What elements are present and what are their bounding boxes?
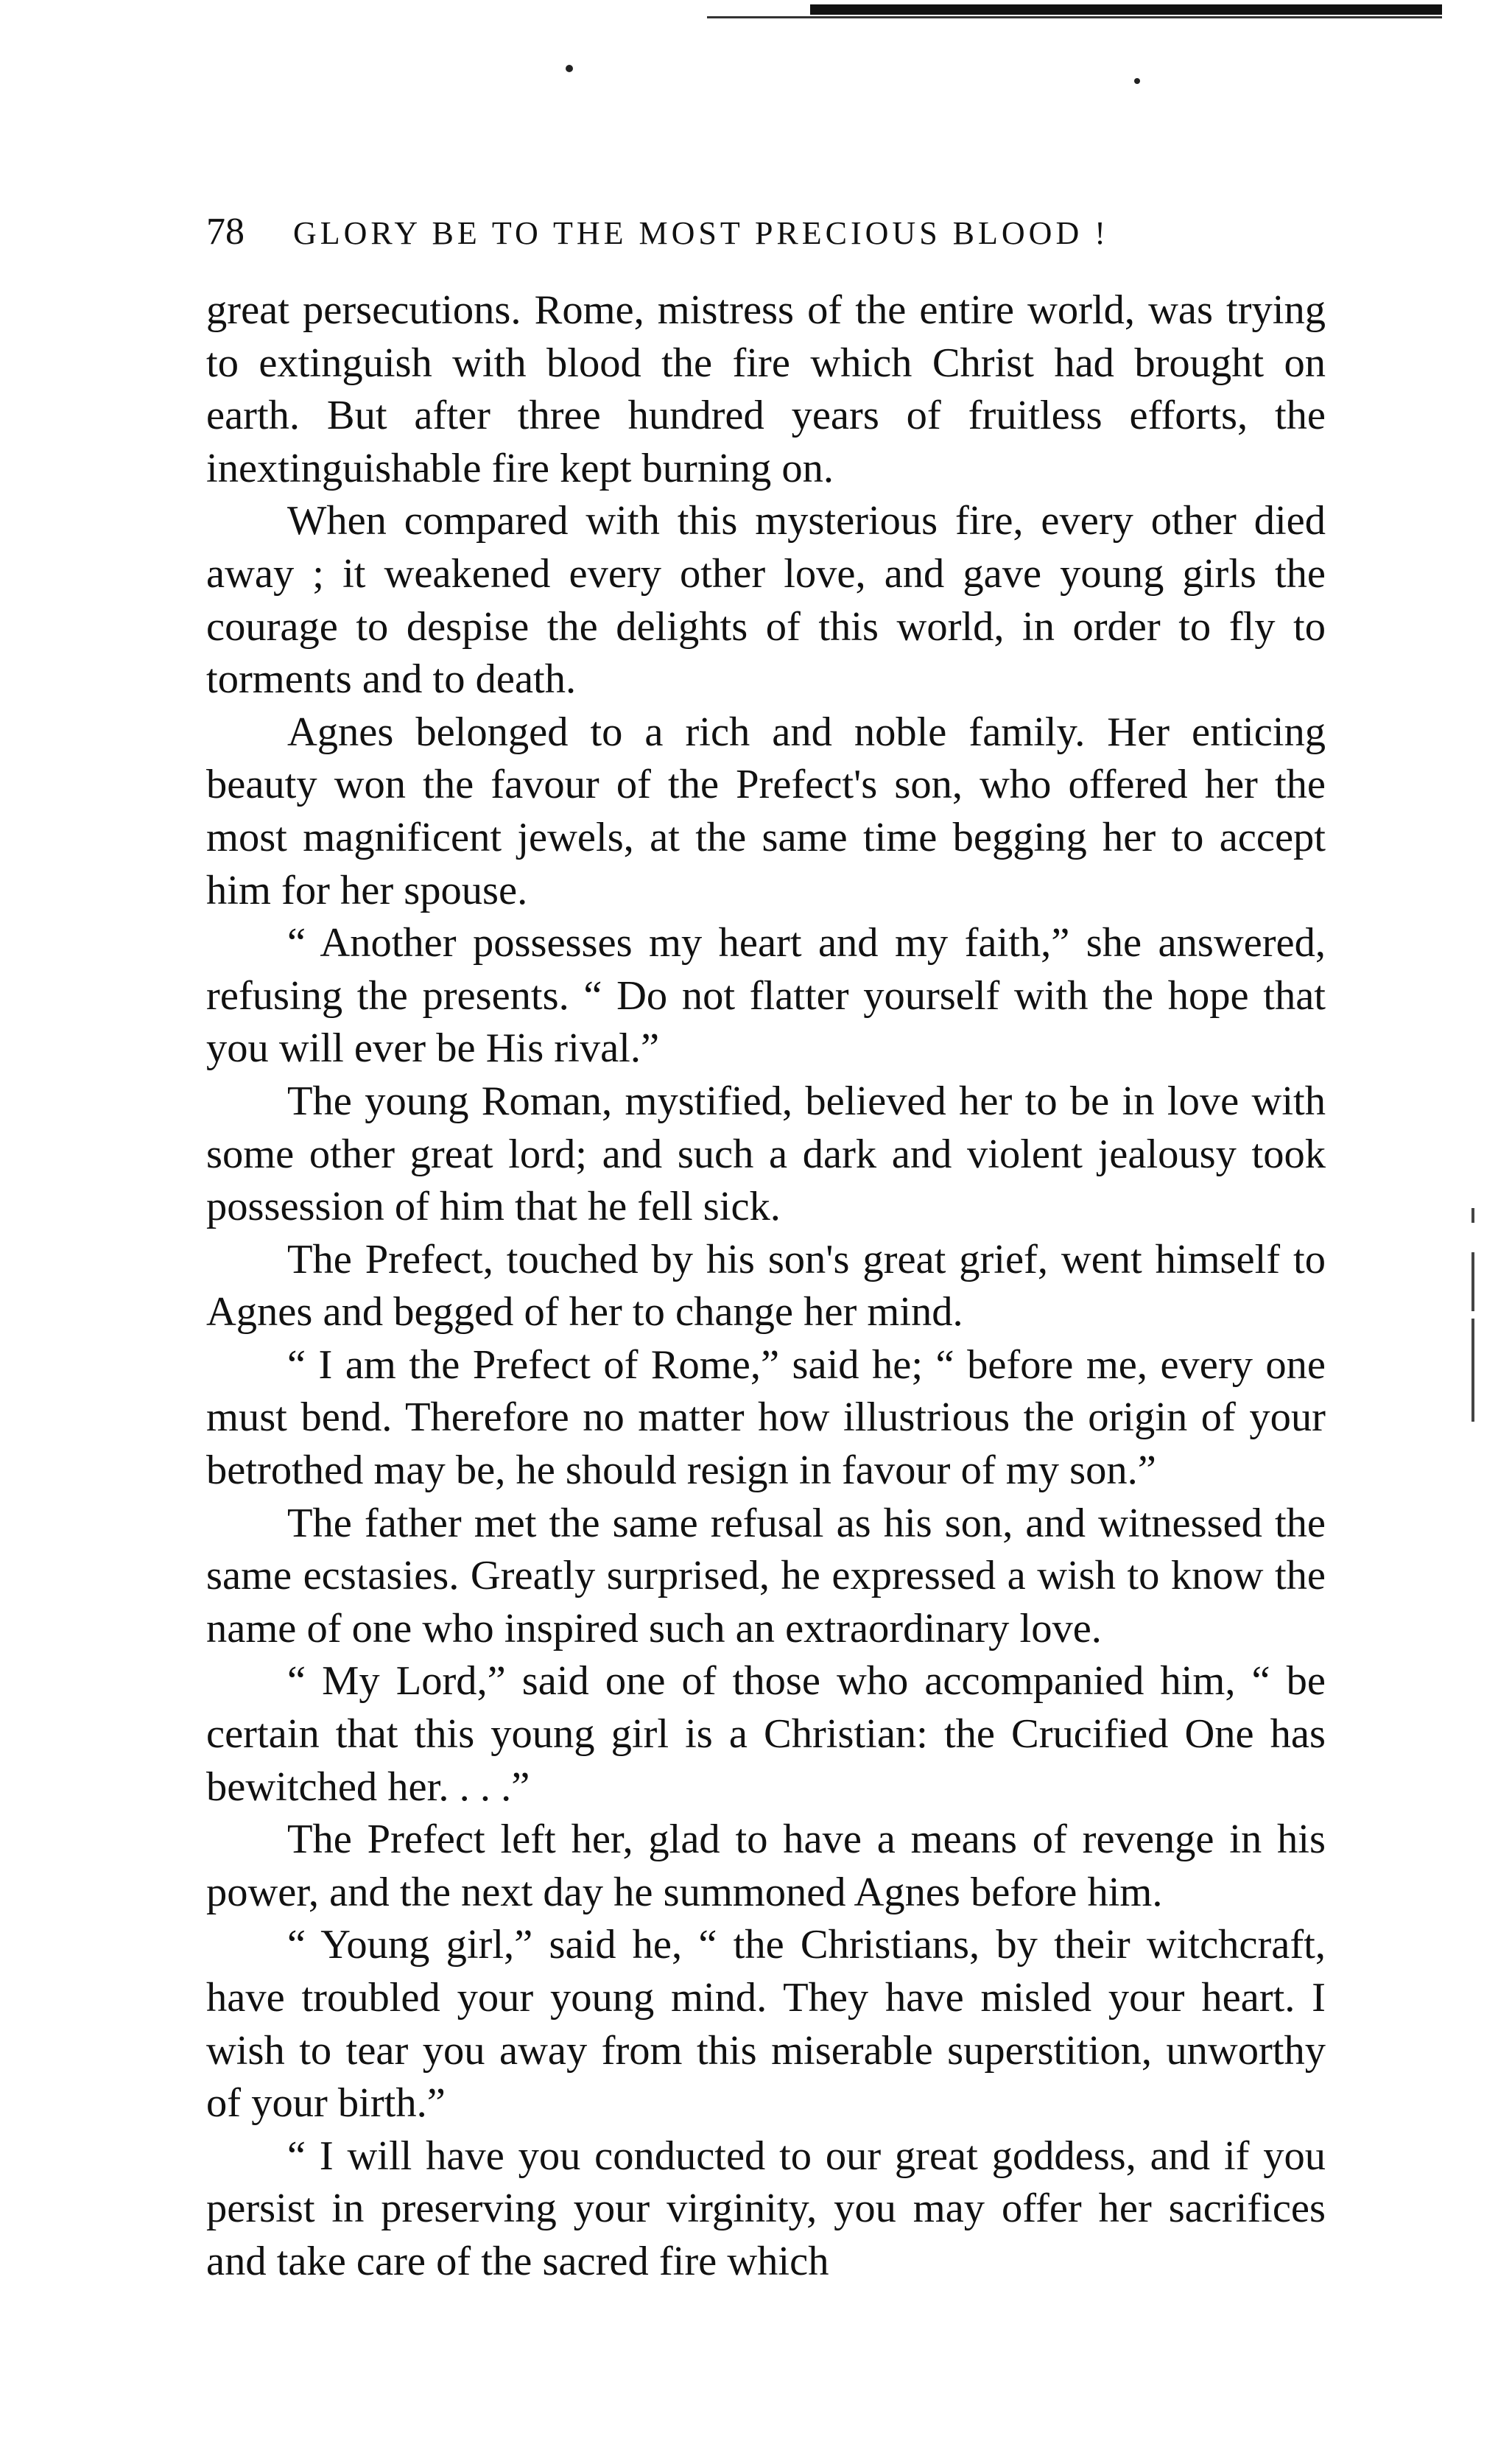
paragraph-11: “ Young girl,” said he, “ the Christians, by their witchcraft, have troubled your young mind. They have misled your heart. I wish to tear you away from this miserable superstition, unworthy of your birth.” [206,1922,1326,2127]
top-border-rule [810,4,1442,15]
paragraph-10: The Prefect left her, glad to have a means of revenge in his power, and the next day he summoned Agnes before him. [206,1817,1326,1915]
top-border-thin-rule [707,16,1442,18]
scan-speck [566,65,573,72]
paragraph-6: The Prefect, touched by his son's great grief, went himself to Agnes and begged of her to change her mind. [206,1236,1326,1335]
margin-scan-mark [1471,1208,1474,1223]
page-number: 78 [206,211,245,253]
scan-speck [1134,78,1140,84]
book-page [206,210,1326,2289]
paragraph-2: When compared with this mysterious fire, every other died away ; it weakened every other love, and gave young girls the courage to despise the delights of this world, in order to fly to torments and to death. [206,498,1326,703]
running-head [206,210,1326,253]
paragraph-1: great persecutions. Rome, mistress of the entire world, was trying to extinguish with blood the fire which Christ had brought on earth. But after three hundred years of fruitless efforts, the inextinguishable fire kept burning on. [206,287,1326,491]
margin-scan-mark [1471,1252,1474,1311]
running-title: GLORY BE TO THE MOST PRECIOUS BLOOD ! [293,215,1109,251]
margin-scan-mark [1471,1319,1474,1422]
paragraph-4: “ Another possesses my heart and my faith,” she answered, refusing the presents. “ Do not flatter yourself with the hope that you will ever be His rival.” [206,920,1326,1072]
body-text [206,284,1326,2289]
paragraph-9: “ My Lord,” said one of those who accompanied him, “ be certain that this young girl is a Christian: the Crucified One has bewitched her. . . .” [206,1658,1326,1810]
paragraph-12: “ I will have you conducted to our great goddess, and if you persist in preserving your virginity, you may offer her sacrifices and take care of the sacred fire which [206,2133,1326,2284]
paragraph-3: Agnes belonged to a rich and noble family. Her enticing beauty won the favour of the Prefect's son, who offered her the most magnificent jewels, at the same time begging her to accept him for her spouse. [206,709,1326,913]
paragraph-8: The father met the same refusal as his son, and witnessed the same ecstasies. Greatly surprised, he expressed a wish to know the name of one who inspired such an extraordinary love. [206,1500,1326,1652]
paragraph-5: The young Roman, mystified, believed her to be in love with some other great lord; and such a dark and violent jealousy took possession of him that he fell sick. [206,1078,1326,1230]
paragraph-7: “ I am the Prefect of Rome,” said he; “ before me, every one must bend. Therefore no matter how illustrious the origin of your betrothed may be, he should resign in favour of my son.” [206,1341,1326,1494]
